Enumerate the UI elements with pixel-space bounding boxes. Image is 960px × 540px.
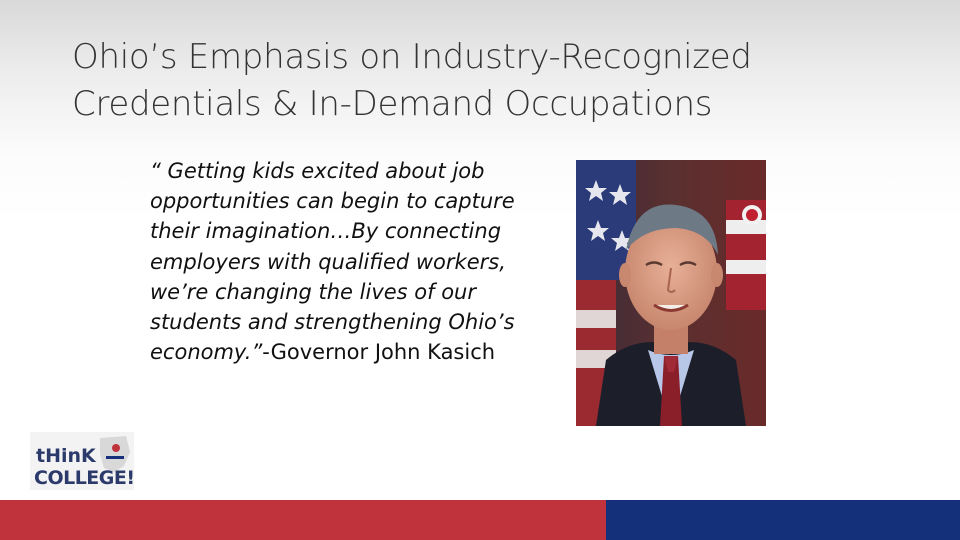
quote-text: “ Getting kids excited about job opportunities can begin to capture their imagination…By connecting employers with qualified workers, we’re changing the lives of our students and strengthening Ohio’s economy.” [150,159,515,365]
quote-attribution: -Governor John Kasich [262,340,496,365]
slide-title [72,34,892,128]
governor-quote [150,156,520,367]
portrait-image [576,160,766,426]
think-college-logo-graphic [30,432,134,490]
slide-title-line-2: Credentials & In-Demand Occupations [72,84,713,124]
slide-title-line-1: Ohio’s Emphasis on Industry-Recognized [72,37,752,77]
think-college-logo [30,432,134,490]
logo-line-2: COLLEGE! [34,467,134,489]
footer-band-red [0,500,606,540]
governor-portrait-photo [576,160,766,426]
logo-line-1: tHinK [36,445,96,467]
footer-band-blue [606,500,960,540]
